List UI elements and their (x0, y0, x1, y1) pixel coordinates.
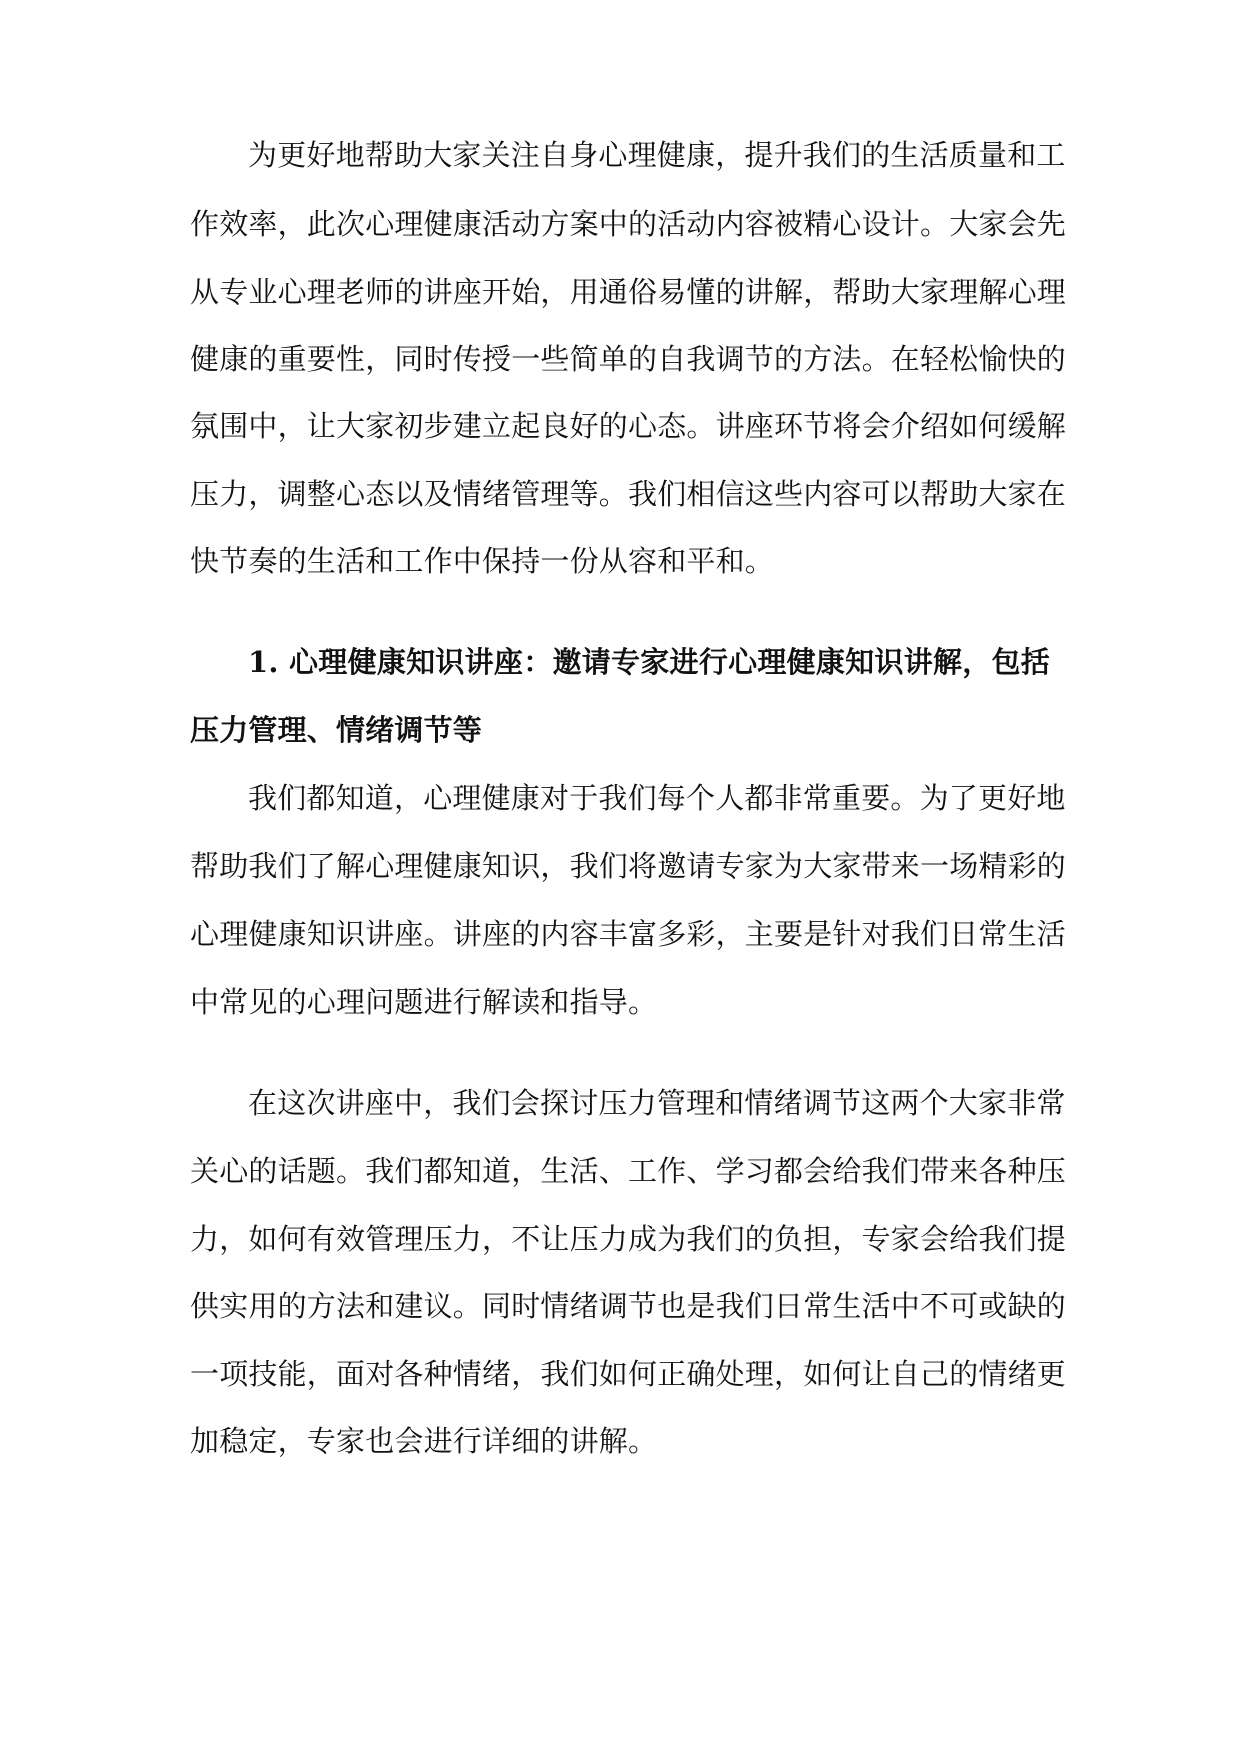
paragraph-line: 供实用的方法和建议。同时情绪调节也是我们日常生活中不可或缺的 (190, 1289, 1067, 1323)
paragraph-line: 在这次讲座中，我们会探讨压力管理和情绪调节这两个大家非常 (248, 1086, 1066, 1120)
paragraph-line: 快节奏的生活和工作中保持一份从容和平和。 (190, 544, 775, 578)
paragraph-line: 帮助我们了解心理健康知识，我们将邀请专家为大家带来一场精彩的 (190, 849, 1067, 883)
paragraph-line: 中常见的心理问题进行解读和指导。 (190, 985, 658, 1019)
heading-line: 1. 心理健康知识讲座：邀请专家进行心理健康知识讲解，包括 (248, 645, 1050, 679)
paragraph-line: 为更好地帮助大家关注自身心理健康，提升我们的生活质量和工 (248, 138, 1066, 172)
paragraph-line: 压力，调整心态以及情绪管理等。我们相信这些内容可以帮助大家在 (190, 477, 1067, 511)
paragraph-line: 一项技能，面对各种情绪，我们如何正确处理，如何让自己的情绪更 (190, 1357, 1067, 1391)
paragraph-line: 健康的重要性，同时传授一些简单的自我调节的方法。在轻松愉快的 (190, 342, 1067, 376)
paragraph-line: 力，如何有效管理压力，不让压力成为我们的负担，专家会给我们提 (190, 1222, 1067, 1256)
paragraph-line: 作效率，此次心理健康活动方案中的活动内容被精心设计。大家会先 (190, 207, 1067, 241)
paragraph-line: 心理健康知识讲座。讲座的内容丰富多彩，主要是针对我们日常生活 (190, 917, 1067, 951)
paragraph-line: 加稳定，专家也会进行详细的讲解。 (190, 1424, 658, 1458)
paragraph-line: 从专业心理老师的讲座开始，用通俗易懂的讲解，帮助大家理解心理 (190, 275, 1067, 309)
heading-line: 压力管理、情绪调节等 (190, 713, 483, 747)
paragraph-line: 我们都知道，心理健康对于我们每个人都非常重要。为了更好地 (248, 781, 1066, 815)
paragraph-line: 氛围中，让大家初步建立起良好的心态。讲座环节将会介绍如何缓解 (190, 409, 1067, 443)
paragraph-line: 关心的话题。我们都知道，生活、工作、学习都会给我们带来各种压 (190, 1154, 1067, 1188)
